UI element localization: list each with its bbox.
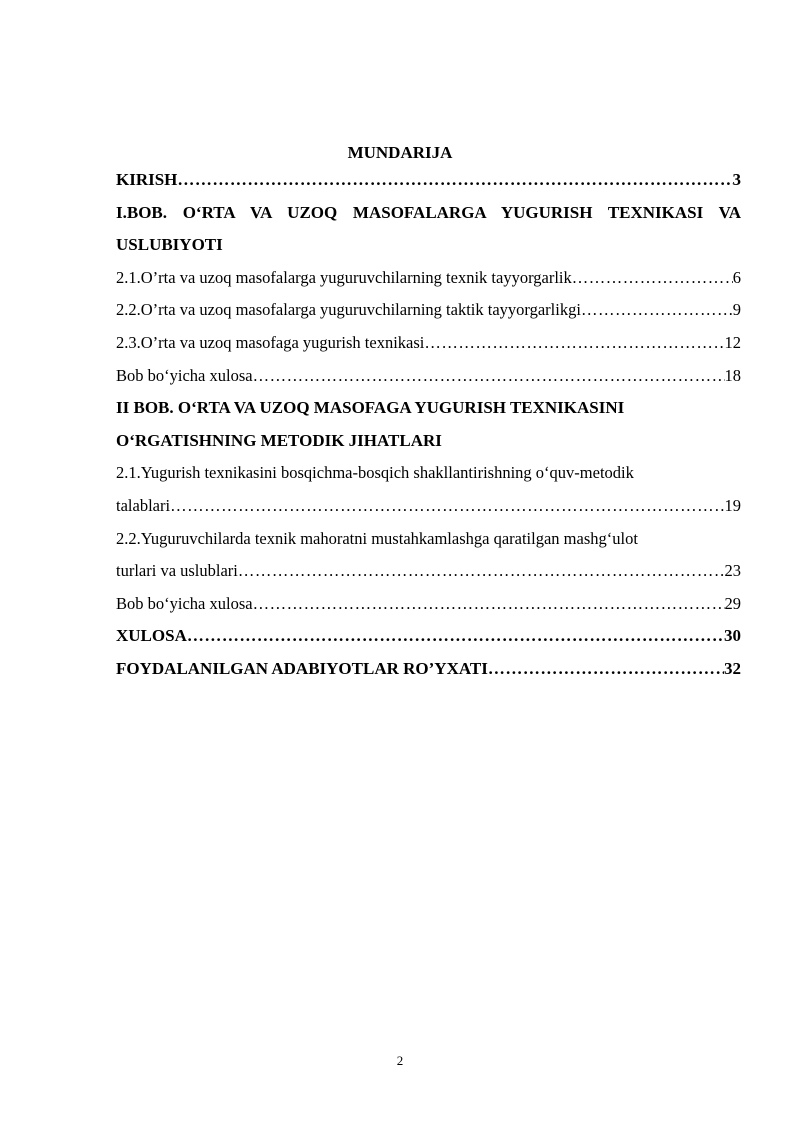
toc-entry-2-1 <box>116 496 741 529</box>
toc-entry-page: 23 <box>724 561 741 581</box>
toc-entry-label: XULOSA <box>116 626 187 646</box>
dot-leader <box>238 561 725 581</box>
toc-entry-label: FOYDALANILGAN ADABIYOTLAR RO’YXATI <box>116 658 488 678</box>
toc-entry-page: 19 <box>724 495 741 515</box>
toc-entry-page: 3 <box>732 170 741 189</box>
toc-entry-label: 2.2.O’rta va uzoq masofalarga yuguruvchilarning taktik tayyorgarlikgi <box>116 300 581 320</box>
toc-entry-1-2 <box>116 300 741 333</box>
dot-leader <box>253 366 725 386</box>
dot-leader <box>572 268 733 288</box>
toc-entry-page: 9 <box>732 300 741 320</box>
toc-entry-page: 18 <box>724 365 741 385</box>
dot-leader <box>424 333 724 353</box>
toc-entry-page: 30 <box>724 626 741 646</box>
toc-entry-references <box>116 659 741 692</box>
toc-entry-1-3 <box>116 333 741 366</box>
toc-entry-label: turlari va uslublari <box>116 561 238 581</box>
toc-entry-label: 2.1.Yugurish texnikasini bosqichma-bosqich shakllantirishning o‘quv-metodik <box>116 463 634 483</box>
chapter-title-line: I.BOB. O‘RTA VA UZOQ MASOFALARGA YUGURISH TEXNIKASI VA <box>116 202 741 222</box>
table-of-contents <box>116 170 741 692</box>
page-title: MUNDARIJA <box>347 143 453 162</box>
toc-entry-chapter-1-summary <box>116 366 741 399</box>
toc-entry-label: 2.1.O’rta va uzoq masofalarga yuguruvchilarning texnik tayyorgarlik <box>116 267 572 287</box>
toc-entry-kirish <box>116 170 741 203</box>
dot-leader <box>488 659 724 679</box>
toc-chapter-1-title <box>116 203 741 236</box>
dot-leader <box>187 626 724 646</box>
toc-chapter-2-title-cont <box>116 431 741 464</box>
dot-leader <box>581 300 733 320</box>
toc-entry-label: Bob bo‘yicha xulosa <box>116 365 253 385</box>
toc-entry-label: KIRISH <box>116 170 178 189</box>
toc-entry-label: talablari <box>116 495 171 515</box>
toc-entry-2-2-first-line <box>116 529 741 562</box>
chapter-title-line: II BOB. O‘RTA VA UZOQ MASOFAGA YUGURISH TEXNIKASINI <box>116 398 625 418</box>
toc-entry-2-1-first-line <box>116 463 741 496</box>
dot-leader <box>170 496 724 516</box>
toc-chapter-2-title <box>116 398 741 431</box>
dot-leader <box>177 170 732 190</box>
page-number: 2 <box>396 1053 404 1068</box>
chapter-title-line: USLUBIYOTI <box>116 235 223 255</box>
toc-entry-page: 12 <box>724 332 741 352</box>
toc-entry-label: 2.3.O’rta va uzoq masofaga yugurish texnikasi <box>116 332 425 352</box>
toc-chapter-1-title-cont <box>116 235 741 268</box>
toc-entry-1-1 <box>116 268 741 301</box>
toc-entry-xulosa <box>116 626 741 659</box>
toc-entry-label: 2.2.Yuguruvchilarda texnik mahoratni mustahkamlashga qaratilgan mashg‘ulot <box>116 528 638 548</box>
toc-entry-chapter-2-summary <box>116 594 741 627</box>
toc-entry-page: 32 <box>724 658 741 678</box>
toc-entry-page: 29 <box>724 593 741 613</box>
toc-entry-2-2 <box>116 561 741 594</box>
chapter-title-line: O‘RGATISHNING METODIK JIHATLARI <box>116 430 442 450</box>
toc-entry-page: 6 <box>732 267 741 287</box>
toc-entry-label: Bob bo‘yicha xulosa <box>116 593 253 613</box>
dot-leader <box>253 594 725 614</box>
